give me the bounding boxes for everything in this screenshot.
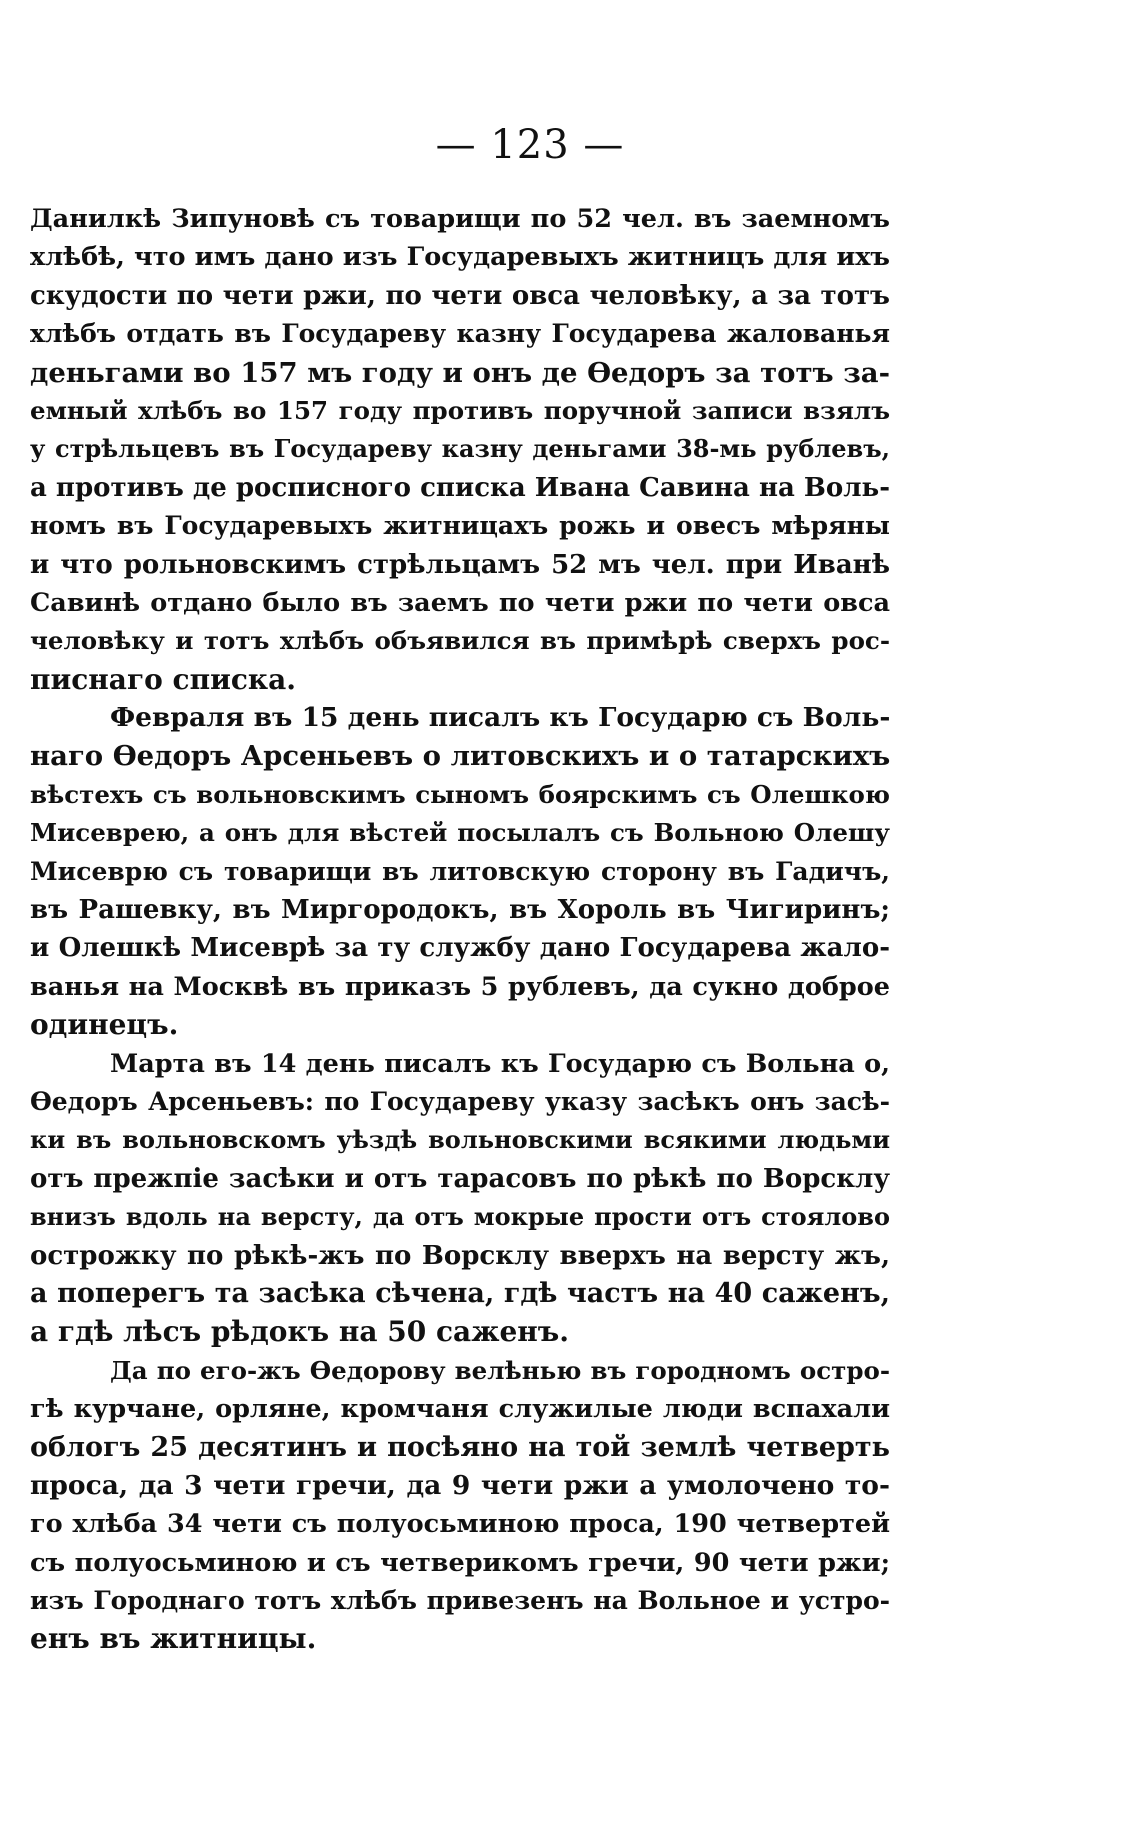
text-line: вѣстехъ съ вольновскимъ сыномъ боярскимъ съ Олешкою — [30, 779, 890, 809]
text-line: въ Рашевку, въ Миргородокъ, въ Хороль въ Чигиринъ; — [30, 895, 890, 926]
text-line: острожку по рѣкѣ-жъ по Ворсклу вверхъ на версту жъ, — [30, 1240, 890, 1271]
text-line: енъ въ житницы. — [30, 1622, 317, 1656]
text-line: и Олешкѣ Мисеврѣ за ту службу дано Государева жало- — [30, 933, 890, 964]
text-line: внизъ вдоль на версту, да отъ мокрые прости отъ стоялово — [30, 1202, 890, 1232]
text-line: и что рольновскимъ стрѣльцамъ 52 мъ чел. при Иванѣ — [30, 549, 890, 580]
text-line: человѣку и тотъ хлѣбъ объявился въ примѣрѣ сверхъ рос- — [30, 626, 890, 656]
text-line: отъ прежпіе засѣки и отъ тарасовъ по рѣкѣ по Ворсклу — [30, 1163, 890, 1194]
text-line: скудости по чети ржи, по чети овса человѣку, а за тотъ — [30, 280, 890, 311]
text-line: Мисеврею, а онъ для вѣстей посылалъ съ Вольною Олешу — [30, 818, 890, 848]
text-line: ки въ вольновскомъ уѣздѣ вольновскими всякими людьми — [30, 1125, 890, 1155]
text-line: съ полуосьминою и съ четверикомъ гречи, 90 чети ржи; — [30, 1547, 890, 1578]
text-line: облогъ 25 десятинъ и посѣяно на той землѣ четверть — [30, 1431, 890, 1463]
text-line: Савинѣ отдано было въ заемъ по чети ржи по чети овса — [30, 587, 890, 618]
text-line: писнаго списка. — [30, 662, 296, 696]
text-line: емный хлѣбъ во 157 году противъ поручной записи взялъ — [30, 395, 890, 425]
text-line: Да по его-жъ Өедорову велѣнью въ городномъ остро- — [110, 1355, 890, 1385]
text-line: номъ въ Государевыхъ житницахъ рожь и овесъ мѣряны — [30, 511, 890, 541]
text-line: деньгами во 157 мъ году и онъ де Өедоръ за тотъ за- — [30, 356, 890, 389]
text-line: хлѣбъ отдать въ Государеву казну Государева жалованья — [30, 319, 890, 349]
text-line: ванья на Москвѣ въ приказъ 5 рублевъ, да сукно доброе — [30, 971, 890, 1002]
text-line: хлѣбѣ, что имъ дано изъ Государевыхъ житницъ для ихъ — [30, 242, 890, 273]
text-line: гѣ курчане, орляне, кромчаня служилые люди вспахали — [30, 1394, 890, 1425]
text-line: а поперегъ та засѣка сѣчена, гдѣ частъ на 40 саженъ, — [30, 1277, 890, 1309]
text-line: го хлѣба 34 чети съ полуосьминою проса, 190 четвертей — [30, 1509, 890, 1540]
text-line: а противъ де росписного списка Ивана Савина на Воль- — [30, 472, 890, 503]
text-line: проса, да 3 чети гречи, да 9 чети ржи а умолочено то- — [30, 1469, 890, 1501]
text-line: Мисеврю съ товарищи въ литовскую сторону въ Гадичъ, — [30, 856, 890, 886]
text-line: Февраля въ 15 день писалъ къ Государю съ Воль- — [110, 702, 890, 734]
text-line: у стрѣльцевъ въ Государеву казну деньгами 38-мь рублевъ, — [30, 434, 890, 464]
text-line: изъ Городнаго тотъ хлѣбъ привезенъ на Вольное и устро- — [30, 1586, 890, 1616]
body-text — [30, 200, 890, 1659]
text-line: а гдѣ лѣсъ рѣдокъ на 50 саженъ. — [30, 1315, 569, 1349]
text-line: Данилкѣ Зипуновѣ съ товарищи по 52 чел. въ заемномъ — [30, 204, 890, 234]
text-line: наго Өедоръ Арсеньевъ о литовскихъ и о татарскихъ — [30, 740, 890, 773]
text-line: Өедоръ Арсеньевъ: по Государеву указу засѣкъ онъ засѣ- — [30, 1086, 890, 1116]
page-number: — 123 — — [435, 122, 625, 168]
text-line: Марта въ 14 день писалъ къ Государю съ Вольна о, — [110, 1048, 890, 1079]
text-line: одинецъ. — [30, 1008, 179, 1042]
